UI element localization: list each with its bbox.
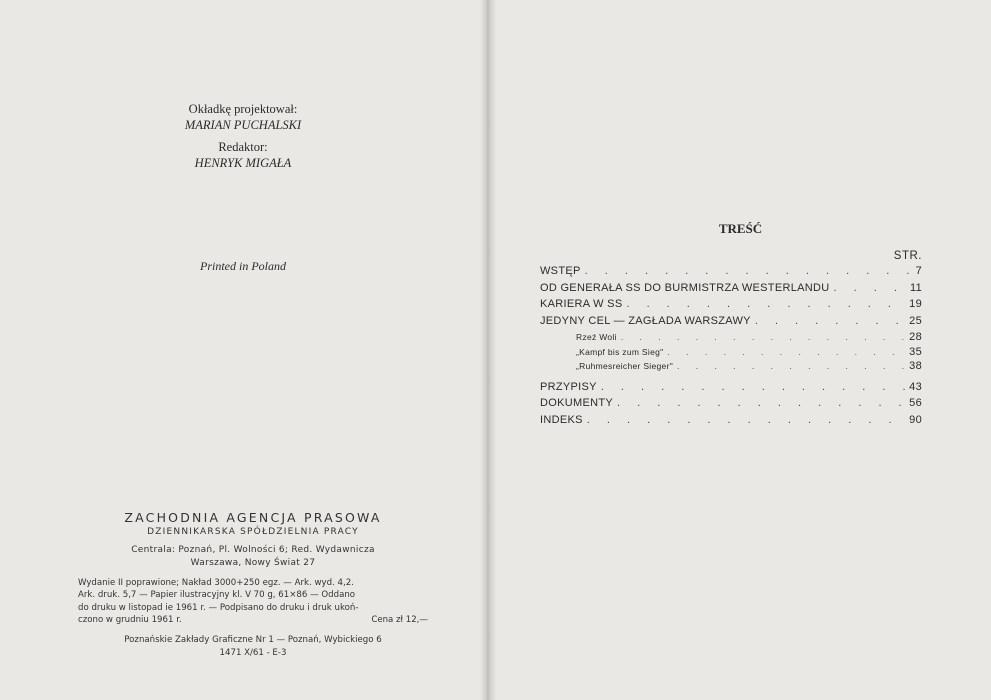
toc-subentry-title: „Ruhmesreicher Sieger" (576, 361, 674, 371)
toc-entry-page: 43 (909, 380, 922, 393)
toc-leader-dots (583, 414, 907, 426)
left-page (0, 0, 486, 700)
price: Cena zł 12,— (371, 615, 428, 626)
toc-entry-page: 56 (909, 397, 922, 409)
toc-title: TREŚĆ (718, 221, 763, 236)
toc-subentry (540, 346, 922, 361)
toc-entry-title: KARIERA W SS (540, 298, 623, 310)
toc-entry (540, 397, 922, 414)
toc-leader-dots (663, 347, 907, 357)
toc-leader-dots (673, 361, 907, 371)
toc-leader-dots (581, 265, 914, 277)
edition-line-3: do druku w listopad ie 1961 r. — Podpisano do druku i druk ukoń- (78, 602, 359, 613)
edition-details (78, 577, 428, 627)
toc-subentry (540, 360, 922, 375)
toc-entry-page: 35 (909, 345, 922, 358)
imprint-block (78, 510, 428, 660)
address-line-2: Warszawa, Nowy Świat 27 (190, 558, 316, 568)
toc-leader-dots (597, 381, 907, 393)
editor-name: HENRYK MIGAŁA (194, 156, 292, 170)
table-of-contents (540, 250, 922, 430)
printed-in-note: Printed in Poland (200, 259, 286, 273)
toc-entry-page: 19 (909, 298, 922, 310)
toc-entry (540, 298, 922, 315)
toc-entry-title: OD GENERAŁA SS DO BURMISTRZA WESTERLANDU (540, 281, 830, 294)
toc-entry-page: 90 (909, 413, 922, 426)
toc-entry-page: 11 (909, 281, 922, 294)
toc-leader-dots (613, 397, 907, 409)
editor-label: Redaktor: (218, 140, 268, 154)
toc-entry-page: 7 (915, 265, 922, 277)
publisher-address (78, 544, 428, 570)
edition-line-2: Ark. druk. 5,7 — Papier ilustracyjny kl. V 70 g, 61×86 — Oddano (78, 590, 356, 601)
printer-line: Poznańskie Zakłady Graficzne Nr 1 — Poznań, Wybickiego 6 (124, 634, 382, 645)
toc-entry (540, 315, 922, 332)
book-gutter (480, 0, 496, 700)
toc-entry-title: WSTĘP (540, 265, 581, 277)
edition-line-4: czono w grudniu 1961 r. (78, 615, 182, 626)
toc-entry-page: 28 (909, 331, 922, 343)
publisher-name: ZACHODNIA AGENCJA PRASOWA (124, 510, 382, 525)
toc-leader-dots (830, 282, 908, 294)
toc-entry-page: 25 (909, 314, 922, 327)
toc-page-header: STR. (893, 250, 922, 262)
toc-entry (540, 414, 922, 431)
toc-leader-dots (751, 315, 907, 327)
toc-subentry-title: Rzeź Woli (576, 332, 617, 342)
printer-info (78, 634, 428, 660)
credits-block (118, 101, 368, 171)
toc-subentry (540, 331, 922, 346)
toc-entry-page: 38 (909, 360, 922, 372)
toc-entry-title: DOKUMENTY (540, 397, 613, 409)
toc-leader-dots (622, 298, 907, 310)
toc-entry (540, 381, 922, 398)
toc-leader-dots (617, 332, 907, 342)
cover-designer-label: Okładkę projektował: (188, 102, 298, 116)
toc-subentry-title: „Kampf bis zum Sieg" (576, 346, 664, 357)
toc-entry-title: JEDYNY CEL — ZAGŁADA WARSZAWY (540, 314, 751, 327)
edition-line-1: Wydanie II poprawione; Nakład 3000+250 egz. — Ark. wyd. 4,2. (78, 578, 354, 588)
cover-designer-name: MARIAN PUCHALSKI (184, 118, 302, 132)
toc-entry (540, 265, 922, 282)
toc-entry (540, 282, 922, 299)
toc-entry-title: INDEKS (540, 413, 583, 426)
print-code: 1471 X/61 - E-3 (219, 647, 287, 658)
toc-entry-title: PRZYPISY (540, 380, 597, 393)
publisher-coop: DZIENNIKARSKA SPÓŁDZIELNIA PRACY (147, 527, 359, 537)
address-line-1: Centrala: Poznań, Pl. Wolności 6; Red. Wydawnicza (131, 545, 375, 555)
